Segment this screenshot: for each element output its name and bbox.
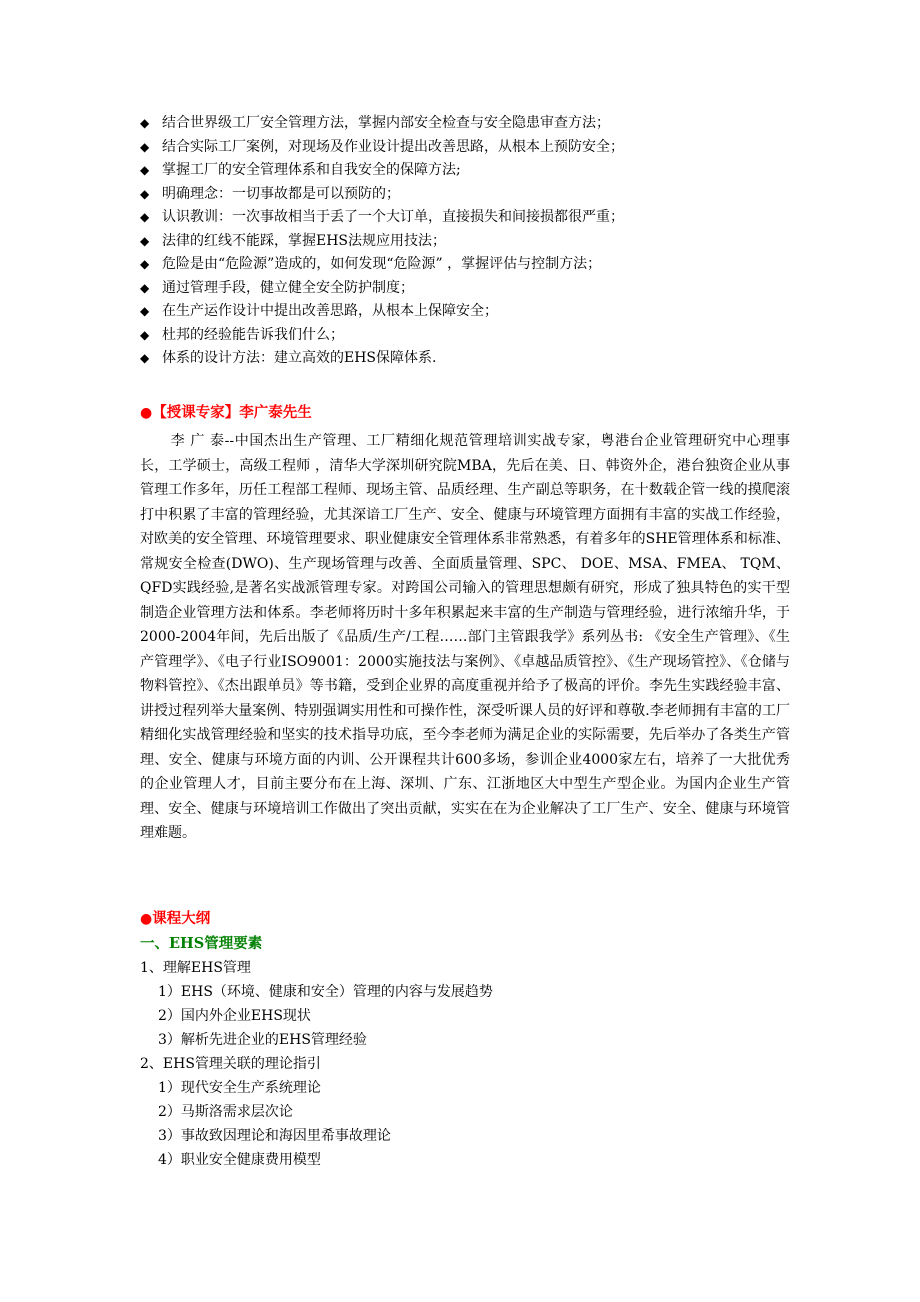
list-item: ◆ 结合实际工厂案例，对现场及作业设计提出改善思路，从根本上预防安全； [140, 136, 800, 160]
diamond-bullet-icon: ◆ [140, 163, 150, 177]
diamond-bullet-icon: ◆ [140, 210, 150, 224]
list-item: ◆ 杜邦的经验能告诉我们什么； [140, 324, 800, 348]
diamond-bullet-icon: ◆ [140, 116, 150, 130]
outline-subitem: 2）马斯洛需求层次论 [158, 1104, 293, 1120]
list-item: ◆ 结合世界级工厂安全管理方法，掌握内部安全检查与安全隐患审查方法； [140, 112, 800, 136]
red-dot-icon: ● [140, 405, 153, 421]
outline-part-title: 一、EHS管理要素 [140, 935, 263, 952]
list-item: ◆ 认识教训：一次事故相当于丢了一个大订单，直接损失和间接损都很严重； [140, 206, 800, 230]
outline-subitem: 3）解析先进企业的EHS管理经验 [158, 1032, 367, 1048]
course-outline [140, 932, 800, 1172]
list-item: ◆ 通过管理手段，健立健全安全防护制度； [140, 277, 800, 301]
list-item: ◆ 明确理念：一切事故都是可以预防的； [140, 183, 800, 207]
diamond-bullet-icon: ◆ [140, 257, 150, 271]
diamond-bullet-icon: ◆ [140, 327, 150, 342]
red-dot-icon: ● [140, 911, 153, 927]
outline-subitem: 1）现代安全生产系统理论 [158, 1080, 321, 1096]
list-item: ◆ 体系的设计方法：建立高效的EHS保障体系. [140, 347, 800, 371]
diamond-bullet-icon: ◆ [140, 351, 150, 365]
list-item: ◆ 在生产运作设计中提出改善思路，从根本上保障安全； [140, 300, 800, 324]
outline-subitem: 3）事故致因理论和海因里希事故理论 [158, 1128, 391, 1144]
expert-heading-text: 【授课专家】李广泰先生 [152, 404, 312, 421]
diamond-bullet-icon: ◆ [140, 139, 150, 154]
outline-item: 1、理解EHS管理 [140, 960, 251, 976]
list-item: ◆ 掌握工厂的安全管理体系和自我安全的保障方法; [140, 159, 800, 183]
outline-heading [140, 908, 210, 930]
list-item: ◆ 法律的红线不能踩，掌握EHS法规应用技法； [140, 230, 800, 254]
list-item: ◆ 危险是由“危险源”造成的，如何发现“危险源” ，掌握评估与控制方法； [140, 253, 800, 277]
outline-item: 2、EHS管理关联的理论指引 [140, 1056, 321, 1072]
outline-subitem: 2）国内外企业EHS现状 [158, 1008, 311, 1024]
diamond-bullet-icon: ◆ [140, 186, 150, 201]
outline-subitem: 1）EHS（环境、健康和安全）管理的内容与发展趋势 [158, 984, 493, 1000]
expert-bio: 李 广 泰--中国杰出生产管理、工厂精细化规范管理培训实战专家，粤港台企业管理研究中心理事长，工学硕士，高级工程师 ，清华大学深圳研究院MBA，先后在美、日、韩资外企，港台独资企业从事管理工作多年，历任工程部工程师、现场主管、品质经理、生产副总等职务，在十数载企管一线的摸爬滚打中积累了丰富的管理经验，尤其深谙工厂生产、安全、健康与环境管理方面拥有丰富的实战工作经验，对欧美的安全管理、环境管理要求、职业健康安全管理体系非常熟悉，有着多年的SHE管理体系和标准、常规安全检查(DWO)、生产现场管理与改善、全面质量管理、SPC、 DOE、MSA、FMEA、 TQM、QFD实践经验,是著名实战派管理专家。对跨国公司输入的管理思想颇有研究，形成了独具特色的实干型制造企业管理方法和体系。李老师将历时十多年积累起来丰富的生产制造与管理经验，进行浓缩升华，于2000-2004年间，先后出版了《品质/生产/工程……部门主管跟我学》系列丛书: 《安全生产管理》、《生产管理学》、《电子行业ISO9001：2000实施技法与案例》、《卓越品质管控》、《生产现场管控》、《仓储与物料管控》、《杰出跟单员》等书籍，受到企业界的高度重视并给予了极高的评价。李先生实践经验丰富、讲授过程列举大量案例、特别强调实用性和可操作性，深受听课人员的好评和尊敬.李老师拥有丰富的工厂精细化实战管理经验和坚实的技术指导功底，至今李老师为满足企业的实际需要，先后举办了各类生产管理、安全、健康与环境方面的内训、公开课程共计600多场，参训企业4000家左右，培养了一大批优秀的企业管理人才，目前主要分布在上海、深圳、广东、江浙地区大中型生产型企业。为国内企业生产管理、安全、健康与环境培训工作做出了突出贡献，实实在在为企业解决了工厂生产、安全、健康与环境管理难题。 [140, 433, 790, 841]
diamond-bullet-icon: ◆ [140, 304, 150, 318]
outline-heading-text: 课程大纲 [152, 910, 211, 927]
outline-subitem: 4）职业安全健康费用模型 [158, 1152, 321, 1168]
diamond-bullet-icon: ◆ [140, 280, 150, 295]
expert-heading [140, 402, 312, 424]
diamond-bullet-icon: ◆ [140, 233, 150, 248]
objectives-list [140, 112, 800, 371]
